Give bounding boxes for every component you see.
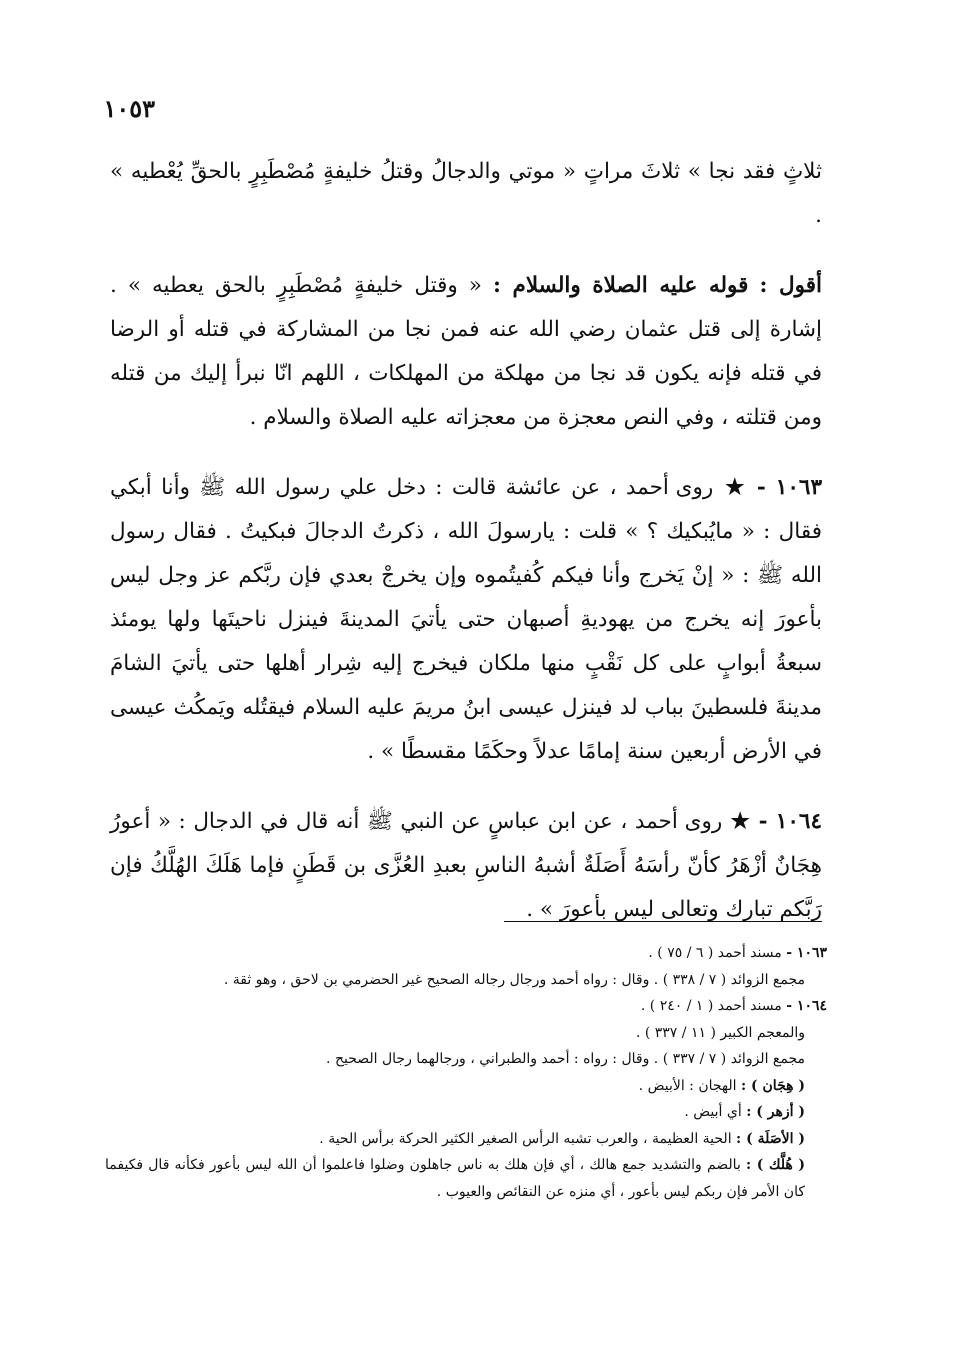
commentary-quote-intro: قوله عليه الصلاة والسلام : [492,273,749,298]
paragraph-hadith-ending: ثلاثٍ فقد نجا » ثلاثَ مراتٍ « موتي والدجالُ وقتلُ خليفةٍ مُصْطَبِرٍ بالحقِّ يُعْطيه » . [110,159,822,228]
glossary-definition: بالضم والتشديد جمع هالك ، أي فإن هلك به ناس جاهلون وضلوا فاعلموا أن الله ليس بأعور فكأنه قال فكيفما كان الأمر فإن ربكم ليس بأعور ، أي منزه عن النقائص والعيوب . [105,1157,805,1200]
glossary-azhar [105,1099,827,1126]
hadith-text: روى أحمد ، عن عائشة قالت : دخل علي رسول الله ﷺ وأنا أبكي فقال : « مايُبكيك ؟ » قلت : يارسولَ الله ، ذكرتُ الدجالَ فبكيتُ . فقال رسول الله ﷺ : « إنْ يَخرج وأنا فيكم كُفيتُموه وإن يخرجْ بعدي فإن ربَّكم عز وجل ليس بأعورَ إنه يخرج من يهوديةِ أصبهان حتى يأتيَ المدينةَ فينزل ناحيتَها ولها يومئذ سبعةُ أبوابٍ على كل نَقْبٍ منها ملكان فيخرج إليه شِرار أهلها حتى يأتيَ الشامَ مدينةَ فلسطينَ بباب لد فينزل عيسى ابنُ مريمَ عليه السلام فيقتُله ويَمكُث عيسى في الأرض أربعين سنة إمامًا عدلاً وحكَمًا مقسطًا » . [110,475,822,764]
paragraph-hadith-1063 [110,466,822,774]
footnote-source: مسند أحمد ( ٦ / ٧٥ ) . [648,945,782,961]
footnote-number: ١٠٦٤ - [786,998,827,1014]
glossary-definition: الحية العظيمة ، والعرب تشبه الرأس الصغير الكثير الحركة برأس الحية . [319,1130,732,1147]
footnote-source: مسند أحمد ( ١ / ٢٤٠ ) . [640,998,782,1014]
glossary-definition: الهجان : الأبيض . [638,1077,737,1094]
paragraph-hadith-1064 [110,800,822,932]
commentary-lead: أقول : [759,273,823,298]
footnote-separator [504,921,822,922]
commentary-body: « وقتل خليفةٍ مُصْطَبِرٍ بالحق يعطيه » . إشارة إلى قتل عثمان رضي الله عنه فمن نجا من المشاركة في قتله أو الرضا في قتله فإنه يكون قد نجا من مهلكة من المهلكات ، اللهم انّا نبرأ إليك من قتله ومن قتلته ، وفي النص معجزة من معجزاته عليه الصلاة والسلام . [110,273,822,430]
glossary-hijan [105,1073,827,1100]
footnotes [105,940,827,1205]
paragraph-commentary [110,264,822,440]
footnote-1064-zawaid: مجمع الزوائد ( ٧ / ٣٣٧ ) . وقال : رواه : أحمد والطبراني ، ورجالهما رجال الصحيح . [326,1051,805,1067]
glossary-term: ( هُلَّك ) : [746,1157,806,1173]
glossary-term: ( هِجَان ) : [740,1077,805,1094]
page-number: ١٠٥٣ [103,94,155,123]
footnote-1063 [105,940,827,967]
glossary-term: ( الأصَلَة ) : [736,1130,805,1147]
glossary-definition: أي أبيض . [684,1104,742,1120]
footnote-1063-zawaid: مجمع الزوائد ( ٧ / ٣٣٨ ) . وقال : رواه أحمد ورجال رجاله الصحيح غير الحضرمي بن لاحق ، وهو ثقة . [223,971,805,988]
glossary-hullak [105,1152,827,1205]
footnote-1064 [105,993,827,1020]
hadith-number: ١٠٦٤ - ★ [729,809,822,834]
main-text [110,150,822,932]
hadith-text: روى أحمد ، عن ابن عباسٍ عن النبي ﷺ أنه قال في الدجال : « أعورُ هِجَانٌ أزْهَرُ كأنّ رأسَهُ أَصَلَةٌ أشبهُ الناسِ بعبدِ العُزَّى بن قَطَنٍ فإما هَلَكَ الهُلَّكُ فإن رَبَّكم تبارك وتعالى ليس بأعورَ » . [110,809,822,922]
glossary-asala [105,1126,827,1153]
glossary-term: ( أزهر ) : [746,1104,805,1120]
footnote-number: ١٠٦٣ - [786,945,827,961]
hadith-number: ١٠٦٣ - ★ [722,475,822,500]
footnote-1064-mujam: والمعجم الكبير ( ١١ / ٣٣٧ ) . [635,1024,805,1041]
